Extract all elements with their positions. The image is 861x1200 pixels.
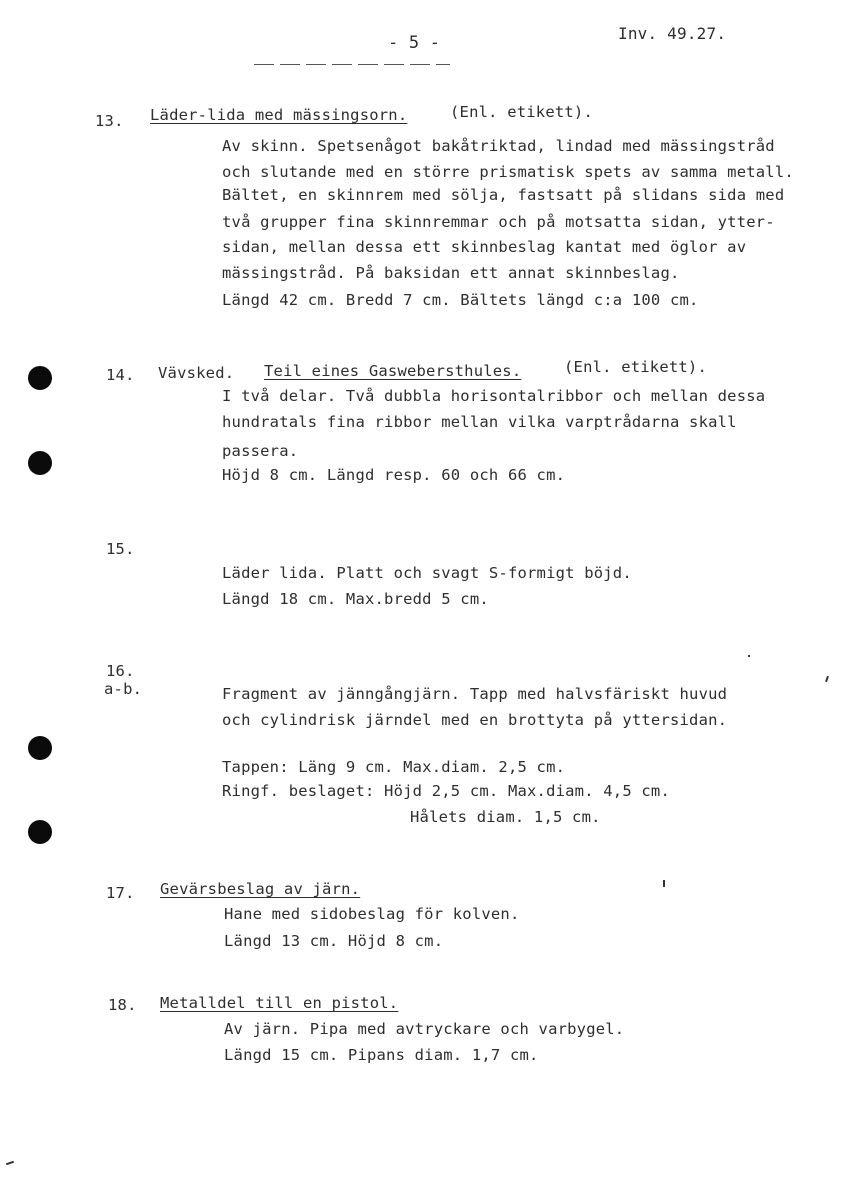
- entry-13-line: Längd 42 cm. Bredd 7 cm. Bältets längd c:a 100 cm.: [222, 291, 699, 309]
- entry-13-line: två grupper fina skinnremmar och på motsatta sidan, ytter-: [222, 213, 775, 231]
- punch-hole: [28, 820, 52, 844]
- entry-14-line: I två delar. Två dubbla horisontalribbor och mellan dessa: [222, 387, 766, 405]
- entry-16-line: Fragment av jänngångjärn. Tapp med halvsfäriskt huvud: [222, 685, 728, 703]
- scan-speck: [663, 880, 665, 887]
- entry-16-line: Tappen: Läng 9 cm. Max.diam. 2,5 cm.: [222, 758, 566, 776]
- entry-13-line: mässingstråd. På baksidan ett annat skinnbeslag.: [222, 264, 680, 282]
- entry-14-line: Höjd 8 cm. Längd resp. 60 och 66 cm.: [222, 466, 566, 484]
- punch-hole: [28, 736, 52, 760]
- entry-14-line: hundratals fina ribbor mellan vilka varptrådarna skall: [222, 413, 737, 431]
- entry-18-title: Metalldel till en pistol.: [160, 994, 399, 1012]
- scan-speck: [825, 676, 829, 682]
- entry-14-line: passera.: [222, 442, 299, 460]
- scan-speck: [6, 1161, 14, 1166]
- entry-16-line: och cylindrisk järndel med en brottyta på yttersidan.: [222, 711, 728, 729]
- page-number: - 5 -: [388, 33, 441, 53]
- entry-16-sub: a-b.: [104, 680, 143, 698]
- entry-14-prefix: Vävsked.: [158, 364, 235, 382]
- entry-14-title: Teil eines Gaswebersthules.: [264, 362, 522, 380]
- entry-18-number: 18.: [108, 996, 137, 1014]
- header-rule: [254, 64, 450, 65]
- entry-14-note: (Enl. etikett).: [564, 358, 707, 376]
- entry-15-line: Längd 18 cm. Max.bredd 5 cm.: [222, 590, 489, 608]
- entry-17-title: Gevärsbeslag av järn.: [160, 880, 361, 898]
- entry-14-number: 14.: [106, 366, 135, 384]
- entry-17-number: 17.: [106, 884, 135, 902]
- inventory-number: Inv. 49.27.: [618, 24, 727, 43]
- entry-13-line: Bältet, en skinnrem med sölja, fastsatt på slidans sida med: [222, 186, 785, 204]
- entry-15-number: 15.: [106, 540, 135, 558]
- entry-15-line: Läder lida. Platt och svagt S-formigt böjd.: [222, 564, 632, 582]
- entry-16-line: Ringf. beslaget: Höjd 2,5 cm. Max.diam. 4,5 cm.: [222, 782, 670, 800]
- entry-18-line: Längd 15 cm. Pipans diam. 1,7 cm.: [224, 1046, 539, 1064]
- entry-13-number: 13.: [95, 112, 124, 130]
- entry-17-line: Längd 13 cm. Höjd 8 cm.: [224, 932, 444, 950]
- scan-speck: [748, 655, 750, 657]
- entry-17-line: Hane med sidobeslag för kolven.: [224, 905, 520, 923]
- punch-hole: [28, 366, 52, 390]
- entry-13-line: Av skinn. Spetsenågot bakåtriktad, lindad med mässingstråd: [222, 137, 775, 155]
- entry-13-note: (Enl. etikett).: [450, 103, 593, 121]
- entry-13-line: sidan, mellan dessa ett skinnbeslag kantat med öglor av: [222, 238, 747, 256]
- entry-16-number: 16.: [106, 662, 135, 680]
- punch-hole: [28, 451, 52, 475]
- entry-16-line: Hålets diam. 1,5 cm.: [410, 808, 601, 826]
- entry-18-line: Av järn. Pipa med avtryckare och varbygel.: [224, 1020, 625, 1038]
- entry-13-line: och slutande med en större prismatisk spets av samma metall.: [222, 163, 794, 181]
- entry-13-title: Läder-lida med mässingsorn.: [150, 106, 408, 124]
